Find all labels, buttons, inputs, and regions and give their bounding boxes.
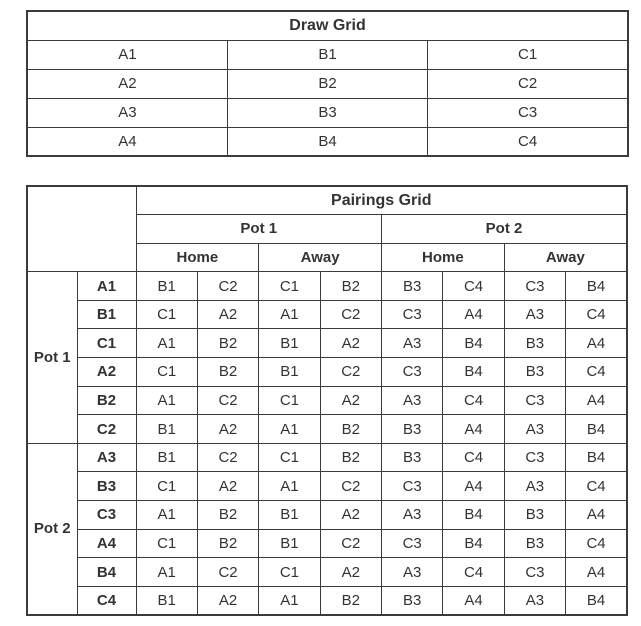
pairing-cell: C4	[566, 300, 627, 329]
draw-grid-row	[27, 40, 628, 69]
draw-grid-cell: B3	[227, 98, 427, 127]
pairing-cell: B3	[382, 586, 443, 615]
pairing-cell: A4	[566, 386, 627, 415]
pairing-cell: B2	[197, 529, 258, 558]
pairing-cell: B1	[259, 329, 320, 358]
pairing-cell: B4	[566, 586, 627, 615]
pairing-cell: A4	[566, 329, 627, 358]
pairing-cell: C3	[504, 558, 565, 587]
pairings-grid-row	[27, 501, 627, 530]
pairing-cell: B3	[504, 501, 565, 530]
pairing-cell: B1	[136, 415, 197, 444]
draw-grid-table	[26, 10, 629, 157]
pairing-cell: A2	[197, 300, 258, 329]
pairing-cell: B2	[320, 586, 381, 615]
pot2-away-header: Away	[504, 243, 627, 272]
pot1-home-header: Home	[136, 243, 259, 272]
pairing-cell: B4	[443, 358, 504, 387]
pairing-cell: C4	[566, 529, 627, 558]
draw-grid-title: Draw Grid	[27, 11, 628, 40]
pairing-cell: B4	[566, 415, 627, 444]
draw-grid-cell: B2	[227, 69, 427, 98]
pairings-grid-row	[27, 415, 627, 444]
pairing-cell: B1	[259, 529, 320, 558]
draw-grid-cell: B4	[227, 127, 427, 156]
pairing-cell: C3	[382, 358, 443, 387]
pairing-cell: A1	[136, 501, 197, 530]
pairing-cell: C3	[504, 443, 565, 472]
pairing-cell: A1	[136, 329, 197, 358]
pairing-cell: B1	[136, 586, 197, 615]
team-row-label: C3	[77, 501, 136, 530]
pairing-cell: C1	[136, 300, 197, 329]
pairing-cell: C2	[320, 529, 381, 558]
draw-grid-row	[27, 127, 628, 156]
pairing-cell: A3	[382, 329, 443, 358]
pairing-cell: C3	[382, 300, 443, 329]
team-row-label: C4	[77, 586, 136, 615]
pairing-cell: C2	[197, 272, 258, 301]
team-row-label: A4	[77, 529, 136, 558]
pot-row-group-label: Pot 2	[27, 443, 77, 615]
pairing-cell: A2	[197, 586, 258, 615]
draw-grid-row	[27, 69, 628, 98]
pairing-cell: B3	[382, 443, 443, 472]
pairing-cell: B2	[320, 415, 381, 444]
pairing-cell: C4	[443, 558, 504, 587]
draw-grid-cell: C4	[428, 127, 628, 156]
draw-grid-cell: A1	[27, 40, 227, 69]
pairings-grid-row	[27, 529, 627, 558]
draw-grid-body	[27, 40, 628, 156]
team-row-label: C1	[77, 329, 136, 358]
pairings-title-row	[27, 186, 627, 215]
team-row-label: A3	[77, 443, 136, 472]
pairing-cell: A2	[320, 386, 381, 415]
draw-grid-cell: A2	[27, 69, 227, 98]
pairing-cell: A3	[504, 300, 565, 329]
pairing-cell: A1	[259, 586, 320, 615]
pairing-cell: C1	[136, 358, 197, 387]
pairing-cell: C1	[136, 472, 197, 501]
pairing-cell: C2	[197, 386, 258, 415]
draw-grid-cell: A4	[27, 127, 227, 156]
pairing-cell: C4	[566, 358, 627, 387]
pairing-cell: A1	[259, 300, 320, 329]
pairing-cell: B2	[320, 272, 381, 301]
pot1-away-header: Away	[259, 243, 382, 272]
pairing-cell: B1	[136, 443, 197, 472]
pairings-grid-row	[27, 272, 627, 301]
pairing-cell: A1	[136, 558, 197, 587]
pairings-grid-body	[27, 272, 627, 615]
pairing-cell: B4	[566, 272, 627, 301]
draw-grid-title-row	[27, 11, 628, 40]
pairing-cell: B4	[443, 529, 504, 558]
pairing-cell: B1	[259, 501, 320, 530]
pairings-grid-row	[27, 472, 627, 501]
pairing-cell: C1	[136, 529, 197, 558]
draw-grid-cell: B1	[227, 40, 427, 69]
pairings-corner-cell	[27, 186, 136, 272]
pairings-grid-row	[27, 358, 627, 387]
pairing-cell: C2	[197, 558, 258, 587]
pairing-cell: A1	[259, 472, 320, 501]
pairing-cell: B3	[504, 358, 565, 387]
pairing-cell: B3	[382, 272, 443, 301]
pairing-cell: C3	[382, 529, 443, 558]
pairings-grid-row	[27, 329, 627, 358]
pairing-cell: B4	[443, 501, 504, 530]
pairing-cell: B3	[504, 329, 565, 358]
pot2-column-header: Pot 2	[382, 215, 628, 244]
pairing-cell: A3	[504, 415, 565, 444]
draw-grid-row	[27, 98, 628, 127]
pairing-cell: C1	[259, 443, 320, 472]
pairing-cell: A2	[320, 558, 381, 587]
pairing-cell: A4	[443, 472, 504, 501]
pairing-cell: A2	[320, 329, 381, 358]
pairing-cell: A4	[443, 586, 504, 615]
pairing-cell: C1	[259, 558, 320, 587]
pairing-cell: B3	[504, 529, 565, 558]
pairings-grid-table	[26, 185, 628, 616]
draw-grid-cell: C2	[428, 69, 628, 98]
pairing-cell: C1	[259, 386, 320, 415]
draw-grid-cell: C1	[428, 40, 628, 69]
pairing-cell: A3	[504, 586, 565, 615]
team-row-label: B1	[77, 300, 136, 329]
pairing-cell: B3	[382, 415, 443, 444]
draw-grid-cell: C3	[428, 98, 628, 127]
pairing-cell: C4	[443, 386, 504, 415]
pairing-cell: B2	[197, 358, 258, 387]
pairing-cell: C2	[197, 443, 258, 472]
pairing-cell: C2	[320, 358, 381, 387]
pairing-cell: B4	[443, 329, 504, 358]
pairing-cell: A4	[443, 300, 504, 329]
pairing-cell: B2	[197, 501, 258, 530]
pairing-cell: A3	[504, 472, 565, 501]
pairings-grid-title: Pairings Grid	[136, 186, 627, 215]
pairing-cell: A1	[259, 415, 320, 444]
team-row-label: A2	[77, 358, 136, 387]
pot1-column-header: Pot 1	[136, 215, 382, 244]
pairing-cell: C3	[504, 272, 565, 301]
team-row-label: A1	[77, 272, 136, 301]
pot2-home-header: Home	[382, 243, 505, 272]
pairing-cell: A1	[136, 386, 197, 415]
pairing-cell: C1	[259, 272, 320, 301]
draw-grid-cell: A3	[27, 98, 227, 127]
pairing-cell: A3	[382, 558, 443, 587]
pairing-cell: C3	[382, 472, 443, 501]
pairings-grid-row	[27, 586, 627, 615]
team-row-label: B3	[77, 472, 136, 501]
pairing-cell: C2	[320, 300, 381, 329]
pairing-cell: C2	[320, 472, 381, 501]
team-row-label: C2	[77, 415, 136, 444]
pairings-grid-row	[27, 300, 627, 329]
pairing-cell: A3	[382, 386, 443, 415]
pairing-cell: A4	[443, 415, 504, 444]
pairings-grid-row	[27, 443, 627, 472]
pairing-cell: A2	[320, 501, 381, 530]
pairings-grid-row	[27, 558, 627, 587]
team-row-label: B4	[77, 558, 136, 587]
pairing-cell: A4	[566, 558, 627, 587]
pairing-cell: C4	[443, 272, 504, 301]
pairing-cell: B2	[197, 329, 258, 358]
pairing-cell: A2	[197, 472, 258, 501]
pairing-cell: B1	[136, 272, 197, 301]
pairing-cell: A4	[566, 501, 627, 530]
pairings-grid-row	[27, 386, 627, 415]
pairing-cell: C4	[443, 443, 504, 472]
pairing-cell: C3	[504, 386, 565, 415]
pairing-cell: A3	[382, 501, 443, 530]
pairing-cell: A2	[197, 415, 258, 444]
pairing-cell: B4	[566, 443, 627, 472]
pairing-cell: B2	[320, 443, 381, 472]
team-row-label: B2	[77, 386, 136, 415]
pot-row-group-label: Pot 1	[27, 272, 77, 444]
pairing-cell: B1	[259, 358, 320, 387]
pairing-cell: C4	[566, 472, 627, 501]
